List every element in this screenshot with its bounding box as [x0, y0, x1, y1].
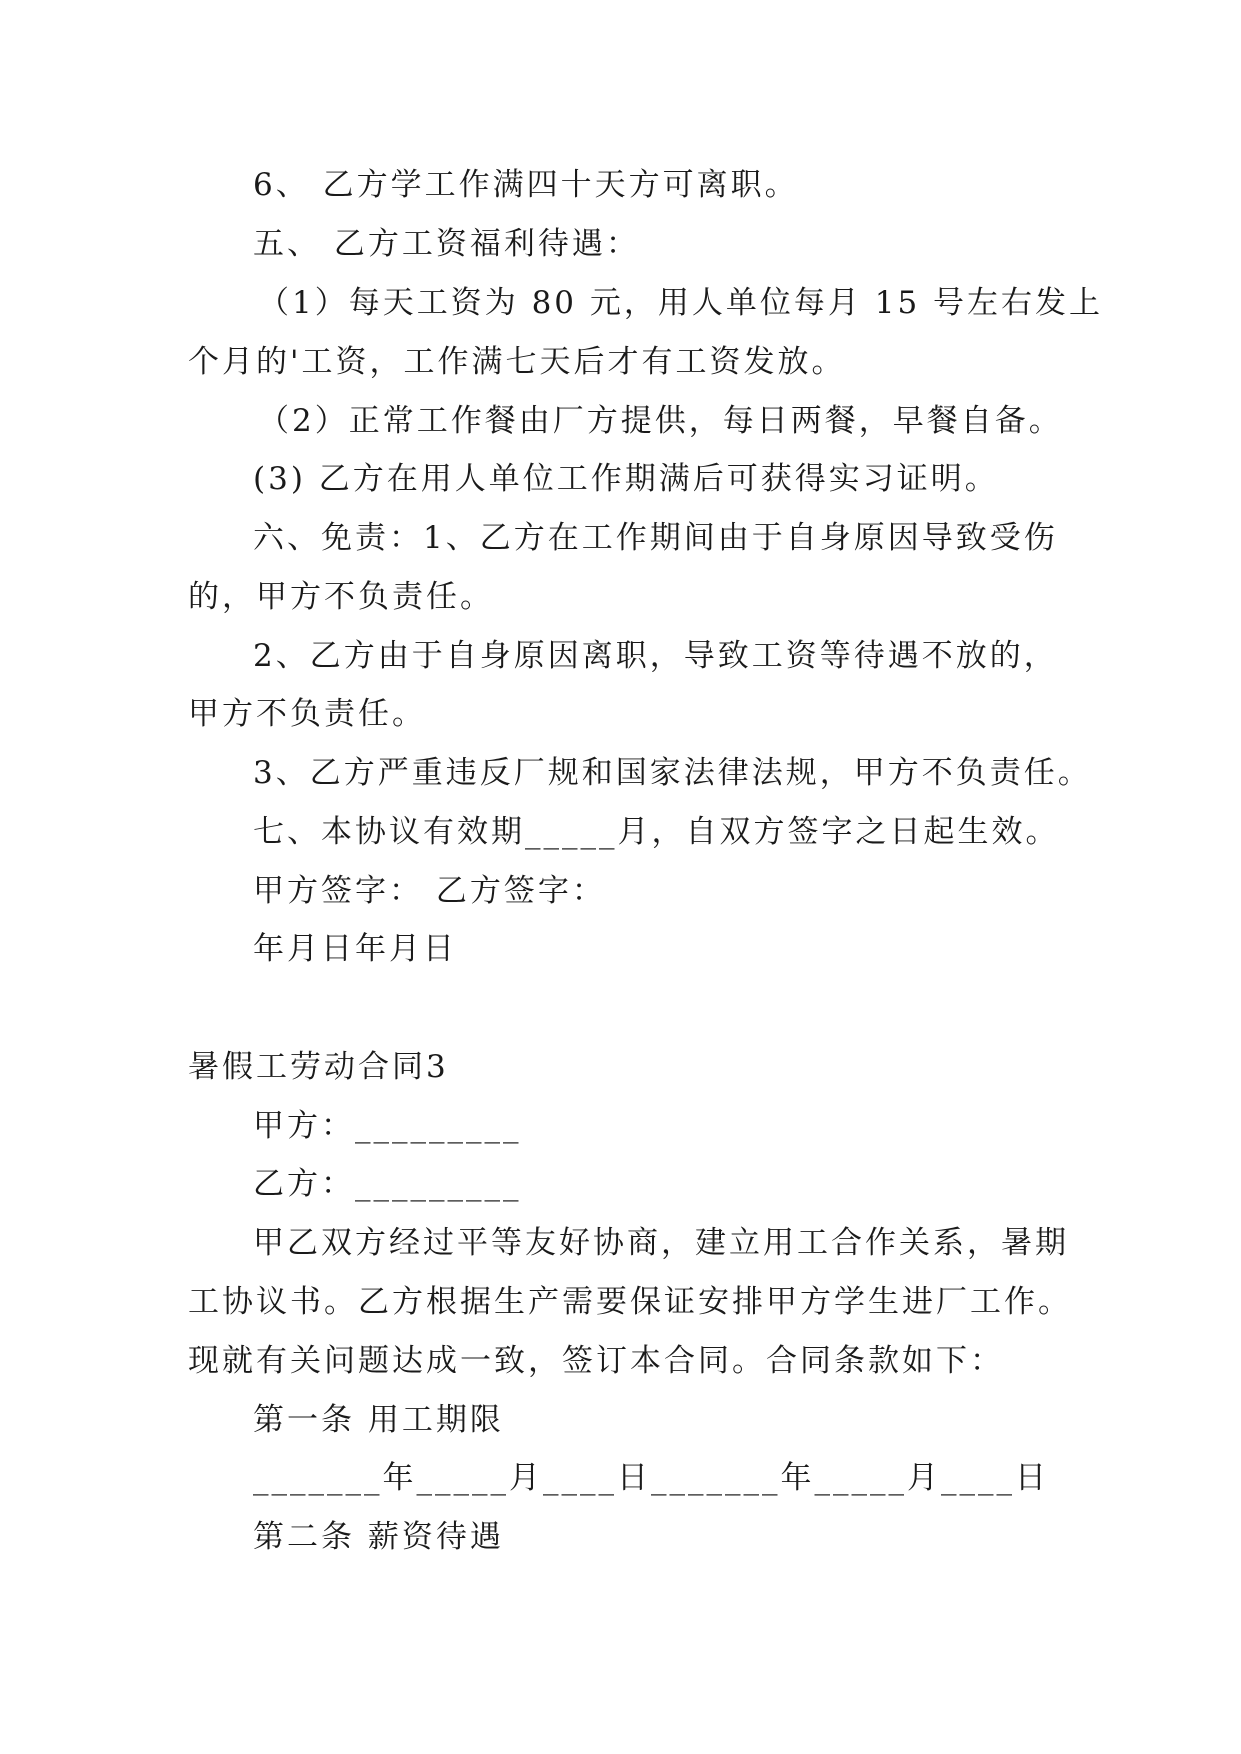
wage-item-2-line: （2）正常工作餐由厂方提供，每日两餐，早餐自备。	[258, 403, 1063, 439]
wage-item-3-line: (3) 乙方在用人单位工作期满后可获得实习证明。	[253, 461, 999, 497]
party-b-line: 乙方：_________	[253, 1166, 522, 1202]
date-line: 年月日年月日	[253, 931, 457, 967]
preamble-line-3: 现就有关问题达成一致，签订本合同。合同条款如下：	[188, 1343, 1004, 1379]
section-7-line: 七、本协议有效期_____月，自双方签字之日起生效。	[253, 814, 1060, 850]
article-2-heading: 第二条 薪资待遇	[253, 1519, 504, 1555]
article-1-heading: 第一条 用工期限	[253, 1402, 504, 1438]
section-6-line-2: 的，甲方不负责任。	[188, 579, 494, 615]
clause-6-line: 6、 乙方学工作满四十天方可离职。	[253, 167, 799, 203]
section-6-line-1: 六、免责：1、乙方在工作期间由于自身原因导致受伤	[253, 520, 1058, 556]
section-5-heading: 五、 乙方工资福利待遇：	[253, 226, 640, 262]
exemption-3-line: 3、乙方严重违反厂规和国家法律法规，甲方不负责任。	[253, 755, 1092, 791]
wage-item-1-line-2: 个月的'工资，工作满七天后才有工资发放。	[188, 344, 846, 380]
party-a-line: 甲方：_________	[253, 1108, 522, 1144]
preamble-line-2: 工协议书。乙方根据生产需要保证安排甲方学生进厂工作。	[188, 1284, 1072, 1320]
preamble-line-1: 甲乙双方经过平等友好协商，建立用工合作关系，暑期	[253, 1225, 1069, 1261]
wage-item-1-line-1: （1）每天工资为 80 元，用人单位每月 15 号左右发上	[258, 285, 1104, 321]
exemption-2-line-2: 甲方不负责任。	[188, 696, 426, 732]
employment-period-line: _______年_____月____日_______年_____月____日	[253, 1460, 1049, 1496]
signature-line: 甲方签字： 乙方签字：	[253, 873, 606, 909]
contract-title: 暑假工劳动合同3	[188, 1049, 449, 1085]
exemption-2-line-1: 2、乙方由于自身原因离职，导致工资等待遇不放的，	[253, 638, 1058, 674]
